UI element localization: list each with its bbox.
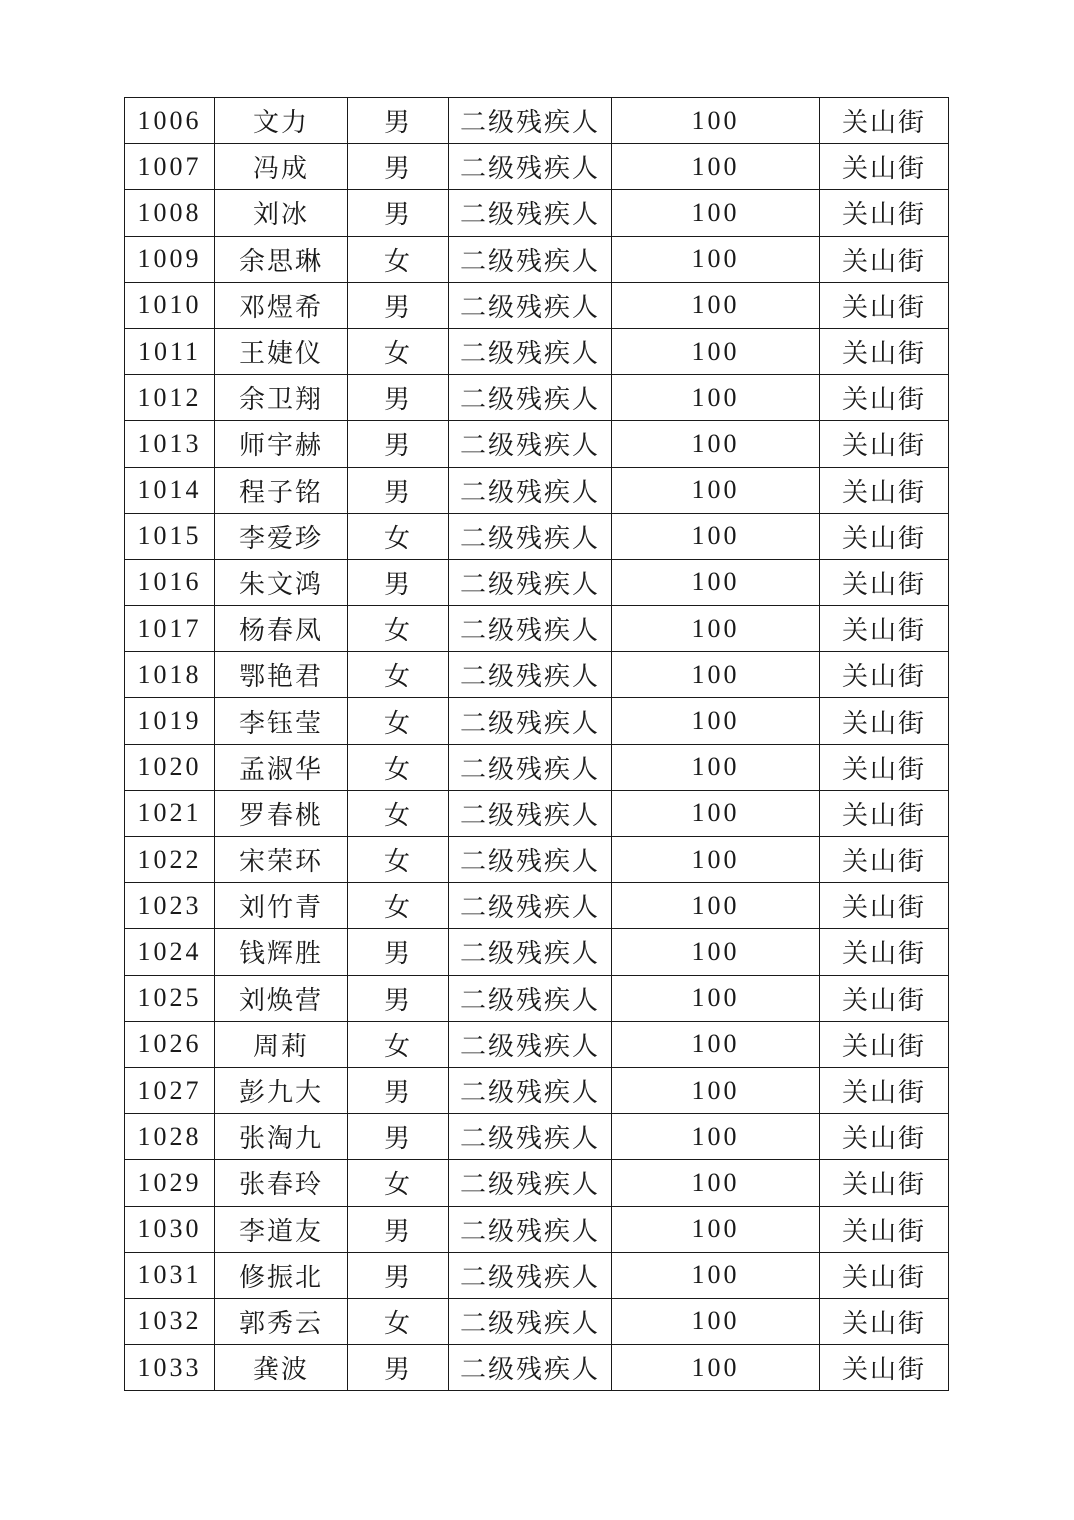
disability-level-cell: 二级残疾人	[449, 375, 612, 421]
gender-cell: 男	[348, 190, 449, 236]
disability-level-cell: 二级残疾人	[449, 1067, 612, 1113]
disability-level-cell: 二级残疾人	[449, 98, 612, 144]
person-name-cell: 余卫翔	[215, 375, 348, 421]
amount-cell: 100	[612, 975, 820, 1021]
subsidy-roster-table	[124, 97, 949, 1391]
street-cell: 关山街	[820, 282, 949, 328]
table-row	[125, 421, 949, 467]
record-number-cell: 1006	[125, 98, 215, 144]
person-name-cell: 王婕仪	[215, 328, 348, 374]
amount-cell: 100	[612, 559, 820, 605]
table-row	[125, 929, 949, 975]
disability-level-cell: 二级残疾人	[449, 883, 612, 929]
person-name-cell: 龚波	[215, 1345, 348, 1391]
table-row	[125, 1021, 949, 1067]
table-row	[125, 190, 949, 236]
amount-cell: 100	[612, 236, 820, 282]
person-name-cell: 彭九大	[215, 1067, 348, 1113]
amount-cell: 100	[612, 1206, 820, 1252]
record-number-cell: 1025	[125, 975, 215, 1021]
table-row	[125, 790, 949, 836]
street-cell: 关山街	[820, 1252, 949, 1298]
person-name-cell: 孟淑华	[215, 744, 348, 790]
amount-cell: 100	[612, 328, 820, 374]
gender-cell: 男	[348, 1114, 449, 1160]
record-number-cell: 1013	[125, 421, 215, 467]
street-cell: 关山街	[820, 98, 949, 144]
table-row	[125, 975, 949, 1021]
street-cell: 关山街	[820, 975, 949, 1021]
table-row	[125, 883, 949, 929]
street-cell: 关山街	[820, 328, 949, 374]
gender-cell: 女	[348, 698, 449, 744]
person-name-cell: 罗春桃	[215, 790, 348, 836]
table-row	[125, 375, 949, 421]
amount-cell: 100	[612, 421, 820, 467]
amount-cell: 100	[612, 467, 820, 513]
street-cell: 关山街	[820, 1206, 949, 1252]
person-name-cell: 师宇赫	[215, 421, 348, 467]
amount-cell: 100	[612, 1160, 820, 1206]
gender-cell: 男	[348, 929, 449, 975]
gender-cell: 男	[348, 98, 449, 144]
record-number-cell: 1024	[125, 929, 215, 975]
record-number-cell: 1017	[125, 606, 215, 652]
record-number-cell: 1008	[125, 190, 215, 236]
street-cell: 关山街	[820, 698, 949, 744]
amount-cell: 100	[612, 606, 820, 652]
table-row	[125, 606, 949, 652]
disability-level-cell: 二级残疾人	[449, 467, 612, 513]
gender-cell: 女	[348, 652, 449, 698]
disability-level-cell: 二级残疾人	[449, 837, 612, 883]
gender-cell: 女	[348, 513, 449, 559]
disability-level-cell: 二级残疾人	[449, 606, 612, 652]
table-row	[125, 467, 949, 513]
record-number-cell: 1033	[125, 1345, 215, 1391]
disability-level-cell: 二级残疾人	[449, 513, 612, 559]
amount-cell: 100	[612, 1021, 820, 1067]
person-name-cell: 李钰莹	[215, 698, 348, 744]
amount-cell: 100	[612, 744, 820, 790]
disability-level-cell: 二级残疾人	[449, 282, 612, 328]
table-row	[125, 837, 949, 883]
amount-cell: 100	[612, 652, 820, 698]
disability-level-cell: 二级残疾人	[449, 929, 612, 975]
amount-cell: 100	[612, 698, 820, 744]
person-name-cell: 钱辉胜	[215, 929, 348, 975]
amount-cell: 100	[612, 1298, 820, 1344]
table-row	[125, 144, 949, 190]
street-cell: 关山街	[820, 652, 949, 698]
table-row	[125, 1298, 949, 1344]
record-number-cell: 1018	[125, 652, 215, 698]
street-cell: 关山街	[820, 190, 949, 236]
table-row	[125, 1160, 949, 1206]
street-cell: 关山街	[820, 236, 949, 282]
table-row	[125, 1345, 949, 1391]
disability-level-cell: 二级残疾人	[449, 698, 612, 744]
street-cell: 关山街	[820, 790, 949, 836]
gender-cell: 男	[348, 1252, 449, 1298]
table-row	[125, 513, 949, 559]
street-cell: 关山街	[820, 513, 949, 559]
amount-cell: 100	[612, 1345, 820, 1391]
gender-cell: 男	[348, 1206, 449, 1252]
gender-cell: 女	[348, 790, 449, 836]
gender-cell: 女	[348, 744, 449, 790]
disability-level-cell: 二级残疾人	[449, 421, 612, 467]
person-name-cell: 鄂艳君	[215, 652, 348, 698]
amount-cell: 100	[612, 513, 820, 559]
street-cell: 关山街	[820, 837, 949, 883]
disability-level-cell: 二级残疾人	[449, 328, 612, 374]
disability-level-cell: 二级残疾人	[449, 144, 612, 190]
record-number-cell: 1022	[125, 837, 215, 883]
gender-cell: 男	[348, 375, 449, 421]
person-name-cell: 余思琳	[215, 236, 348, 282]
disability-level-cell: 二级残疾人	[449, 652, 612, 698]
amount-cell: 100	[612, 1252, 820, 1298]
disability-level-cell: 二级残疾人	[449, 1160, 612, 1206]
gender-cell: 男	[348, 467, 449, 513]
record-number-cell: 1019	[125, 698, 215, 744]
amount-cell: 100	[612, 98, 820, 144]
person-name-cell: 朱文鸿	[215, 559, 348, 605]
amount-cell: 100	[612, 1114, 820, 1160]
gender-cell: 女	[348, 606, 449, 652]
street-cell: 关山街	[820, 467, 949, 513]
person-name-cell: 张淘九	[215, 1114, 348, 1160]
record-number-cell: 1029	[125, 1160, 215, 1206]
gender-cell: 男	[348, 1345, 449, 1391]
gender-cell: 女	[348, 236, 449, 282]
record-number-cell: 1010	[125, 282, 215, 328]
table-row	[125, 1114, 949, 1160]
street-cell: 关山街	[820, 1114, 949, 1160]
person-name-cell: 郭秀云	[215, 1298, 348, 1344]
record-number-cell: 1023	[125, 883, 215, 929]
record-number-cell: 1028	[125, 1114, 215, 1160]
gender-cell: 男	[348, 975, 449, 1021]
disability-level-cell: 二级残疾人	[449, 236, 612, 282]
record-number-cell: 1020	[125, 744, 215, 790]
amount-cell: 100	[612, 375, 820, 421]
table-row	[125, 559, 949, 605]
record-number-cell: 1026	[125, 1021, 215, 1067]
person-name-cell: 李道友	[215, 1206, 348, 1252]
record-number-cell: 1011	[125, 328, 215, 374]
disability-level-cell: 二级残疾人	[449, 1021, 612, 1067]
record-number-cell: 1015	[125, 513, 215, 559]
gender-cell: 女	[348, 837, 449, 883]
amount-cell: 100	[612, 837, 820, 883]
amount-cell: 100	[612, 790, 820, 836]
street-cell: 关山街	[820, 1160, 949, 1206]
person-name-cell: 修振北	[215, 1252, 348, 1298]
street-cell: 关山街	[820, 1021, 949, 1067]
street-cell: 关山街	[820, 1067, 949, 1113]
record-number-cell: 1031	[125, 1252, 215, 1298]
amount-cell: 100	[612, 883, 820, 929]
disability-level-cell: 二级残疾人	[449, 1345, 612, 1391]
table-row	[125, 98, 949, 144]
person-name-cell: 刘竹青	[215, 883, 348, 929]
disability-level-cell: 二级残疾人	[449, 1114, 612, 1160]
gender-cell: 女	[348, 328, 449, 374]
amount-cell: 100	[612, 190, 820, 236]
person-name-cell: 刘焕营	[215, 975, 348, 1021]
disability-level-cell: 二级残疾人	[449, 790, 612, 836]
disability-level-cell: 二级残疾人	[449, 1298, 612, 1344]
disability-level-cell: 二级残疾人	[449, 1252, 612, 1298]
gender-cell: 女	[348, 883, 449, 929]
person-name-cell: 文力	[215, 98, 348, 144]
gender-cell: 女	[348, 1021, 449, 1067]
person-name-cell: 程子铭	[215, 467, 348, 513]
disability-level-cell: 二级残疾人	[449, 190, 612, 236]
gender-cell: 男	[348, 421, 449, 467]
amount-cell: 100	[612, 282, 820, 328]
record-number-cell: 1014	[125, 467, 215, 513]
street-cell: 关山街	[820, 421, 949, 467]
person-name-cell: 张春玲	[215, 1160, 348, 1206]
table-row	[125, 652, 949, 698]
record-number-cell: 1009	[125, 236, 215, 282]
table-row	[125, 1067, 949, 1113]
person-name-cell: 邓煜希	[215, 282, 348, 328]
table-row	[125, 1206, 949, 1252]
street-cell: 关山街	[820, 606, 949, 652]
person-name-cell: 冯成	[215, 144, 348, 190]
disability-level-cell: 二级残疾人	[449, 744, 612, 790]
gender-cell: 男	[348, 559, 449, 605]
street-cell: 关山街	[820, 144, 949, 190]
record-number-cell: 1021	[125, 790, 215, 836]
street-cell: 关山街	[820, 559, 949, 605]
record-number-cell: 1030	[125, 1206, 215, 1252]
person-name-cell: 周莉	[215, 1021, 348, 1067]
person-name-cell: 刘冰	[215, 190, 348, 236]
gender-cell: 男	[348, 282, 449, 328]
record-number-cell: 1032	[125, 1298, 215, 1344]
record-number-cell: 1007	[125, 144, 215, 190]
gender-cell: 男	[348, 1067, 449, 1113]
person-name-cell: 杨春凤	[215, 606, 348, 652]
table-row	[125, 698, 949, 744]
table-row	[125, 1252, 949, 1298]
gender-cell: 女	[348, 1298, 449, 1344]
street-cell: 关山街	[820, 929, 949, 975]
amount-cell: 100	[612, 144, 820, 190]
table-row	[125, 236, 949, 282]
street-cell: 关山街	[820, 1345, 949, 1391]
record-number-cell: 1016	[125, 559, 215, 605]
table-row	[125, 282, 949, 328]
roster-table-body	[125, 98, 949, 1391]
amount-cell: 100	[612, 929, 820, 975]
disability-level-cell: 二级残疾人	[449, 559, 612, 605]
table-row	[125, 744, 949, 790]
disability-level-cell: 二级残疾人	[449, 975, 612, 1021]
street-cell: 关山街	[820, 744, 949, 790]
street-cell: 关山街	[820, 375, 949, 421]
table-row	[125, 328, 949, 374]
amount-cell: 100	[612, 1067, 820, 1113]
gender-cell: 女	[348, 1160, 449, 1206]
disability-level-cell: 二级残疾人	[449, 1206, 612, 1252]
person-name-cell: 李爱珍	[215, 513, 348, 559]
gender-cell: 男	[348, 144, 449, 190]
street-cell: 关山街	[820, 883, 949, 929]
person-name-cell: 宋荣环	[215, 837, 348, 883]
record-number-cell: 1012	[125, 375, 215, 421]
record-number-cell: 1027	[125, 1067, 215, 1113]
street-cell: 关山街	[820, 1298, 949, 1344]
